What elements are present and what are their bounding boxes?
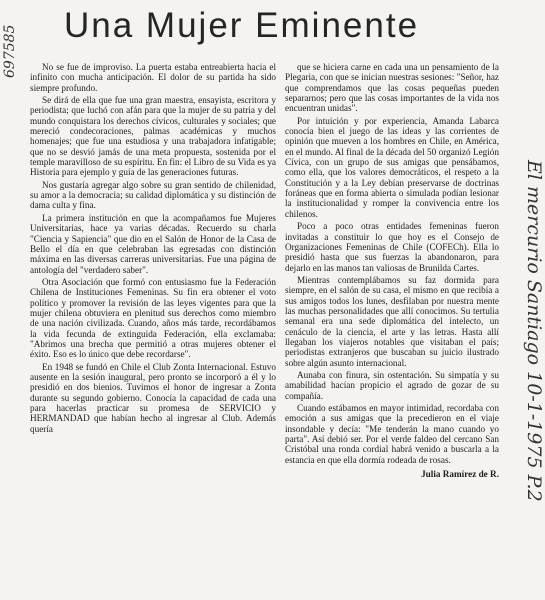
paragraph: Se dirá de ella que fue una gran maestra, ensayista, escritora y periodista; que luchó con afán para que la mujer de su patria y del mundo conquistara los derechos cívicos, culturales y sociales; que mereció condecoraciones, palmas académicas y muchos homenajes; que fue una estudiosa y una trabajadora infatigable; que no se desvió jamás de una meta propuesta, sostenida por el temple maravilloso de su espíritu. En fin: el Libro de su Vida es ya Historia para ejemplo y guía de las generaciones futuras. bbox=[30, 95, 276, 178]
paragraph: Aunaba con finura, sin ostentación. Su simpatía y su amabilidad hacían propicio el agrado de gozar de su compañía. bbox=[285, 369, 499, 401]
paragraph: Por intuición y por experiencia, Amanda Labarca conocía bien el juego de las ideas y las corrientes de opinión que mueven a los hombres en Chile, en América, en el mundo. Al final de la década del 50 organizó Legión Cívica, con un grupo de sus amigas que pensábamos, como ella, que los valores democráticos, el respeto a la Constitución y a la Ley debían preservarse de doctrinas foráneas que en forma abierta o simulada podían lesionar la institucionalidad y romper la convivencia entre los chilenos. bbox=[285, 115, 499, 219]
paragraph: Otra Asociación que formó con entusiasmo fue la Federación Chilena de Instituciones Femeninas. Su fin era obtener el voto político y promover la revisión de las leyes vigentes para que la mujer chilena obtuviera en plenitud sus derechos como miembro de una nación civilizada. Cuando, años más tarde, recordábamos la vida fecunda de extinguida Federación, ella exclamaba: "Abrimos una brecha que permitió a otras mujeres obtener el éxito. Eso es lo único que debe recordarse". bbox=[30, 276, 276, 360]
paragraph: En 1948 se fundó en Chile el Club Zonta Internacional. Estuvo ausente en la sesión inaugural, pero pronto se incorporó a él y lo presidió en dos bienios. Tuvimos el honor de ingresar a Zonta durante su segundo gobierno. Conocía la capacidad de cada una para hacerlas practicar su promesa de SERVICIO y HERMANDAD que habían hecho al ingresar al Club. Además quería bbox=[30, 361, 276, 434]
paragraph: Mientras contemplábamos su faz dormida para siempre, en el salón de su casa, el mismo en que recibía a sus amigos todos los lunes, desfilaban por nuestra mente las muchas personalidades que allí conocimos. Su tertulia semanal era una sede diplomática del intelecto, un cenáculo de la ciencia, el arte y las letras. Hasta allí llegaban los viajeros notables que visitaban el país; periodistas extranjeros que buscaban su juicio ilustrado sobre algún asunto internacional. bbox=[285, 274, 499, 368]
paragraph: La primera institución en que la acompañamos fue Mujeres Universitarias, hace ya varias décadas. Recuerdo su charla "Ciencia y Sapiencia" que dio en el Salón de Honor de la Casa de Bello el día en que celebraban las egresadas con distinción máxima en las diversas carreras universitarias. Fue una página de antología del "verdadero saber". bbox=[30, 212, 276, 275]
paragraph: No se fue de improviso. La puerta estaba entreabierta hacia el infinito con mucha anticipación. El dolor de su partida ha sido siempre profundo. bbox=[30, 62, 276, 93]
paragraph: Poco a poco otras entidades femeninas fueron invitadas a constituir lo que hoy es el Consejo de Organizaciones Femeninas de Chile (COFECh). Ella lo presidió hasta que sus fuerzas la abandonaron, para dejarlo en las manos tan valiosas de Brunilda Cartes. bbox=[285, 221, 499, 273]
author-signature: Julia Ramírez de R. bbox=[421, 469, 499, 480]
paragraph: Nos gustaría agregar algo sobre su gran sentido de chilenidad, su amor a la democracia; su calidad diplomática y su distinción de dama culta y fina. bbox=[30, 179, 276, 211]
headline: Una Mujer Eminente bbox=[64, 6, 420, 45]
handwritten-archive-number: 697585 bbox=[2, 24, 18, 78]
paragraph: Cuando estábamos en mayor intimidad, recordaba con emoción a sus amigas que la precedieron en el viaje insondable y decía: "Me tenderán la mano cuando yo parta". Así debió ser. Por el verde faldeo del cercano San Cristóbal una ronda cordial habrá venido a buscarla a la estancia en que ella dormía rodeada de rosas. bbox=[285, 403, 499, 465]
right-column bbox=[285, 62, 499, 481]
paragraph: que se hiciera carne en cada una un pensamiento de la Plegaria, con que se inician nuestras sesiones: "Señor, haz que comprendamos que las cosas pequeñas pueden separarnos; pero que las cosas importantes de la vida nos encuentran unidas". bbox=[285, 62, 499, 114]
handwritten-source-note: El mercurio Santiago 10-1-1975 P.2 bbox=[523, 160, 545, 502]
left-column bbox=[30, 62, 276, 436]
